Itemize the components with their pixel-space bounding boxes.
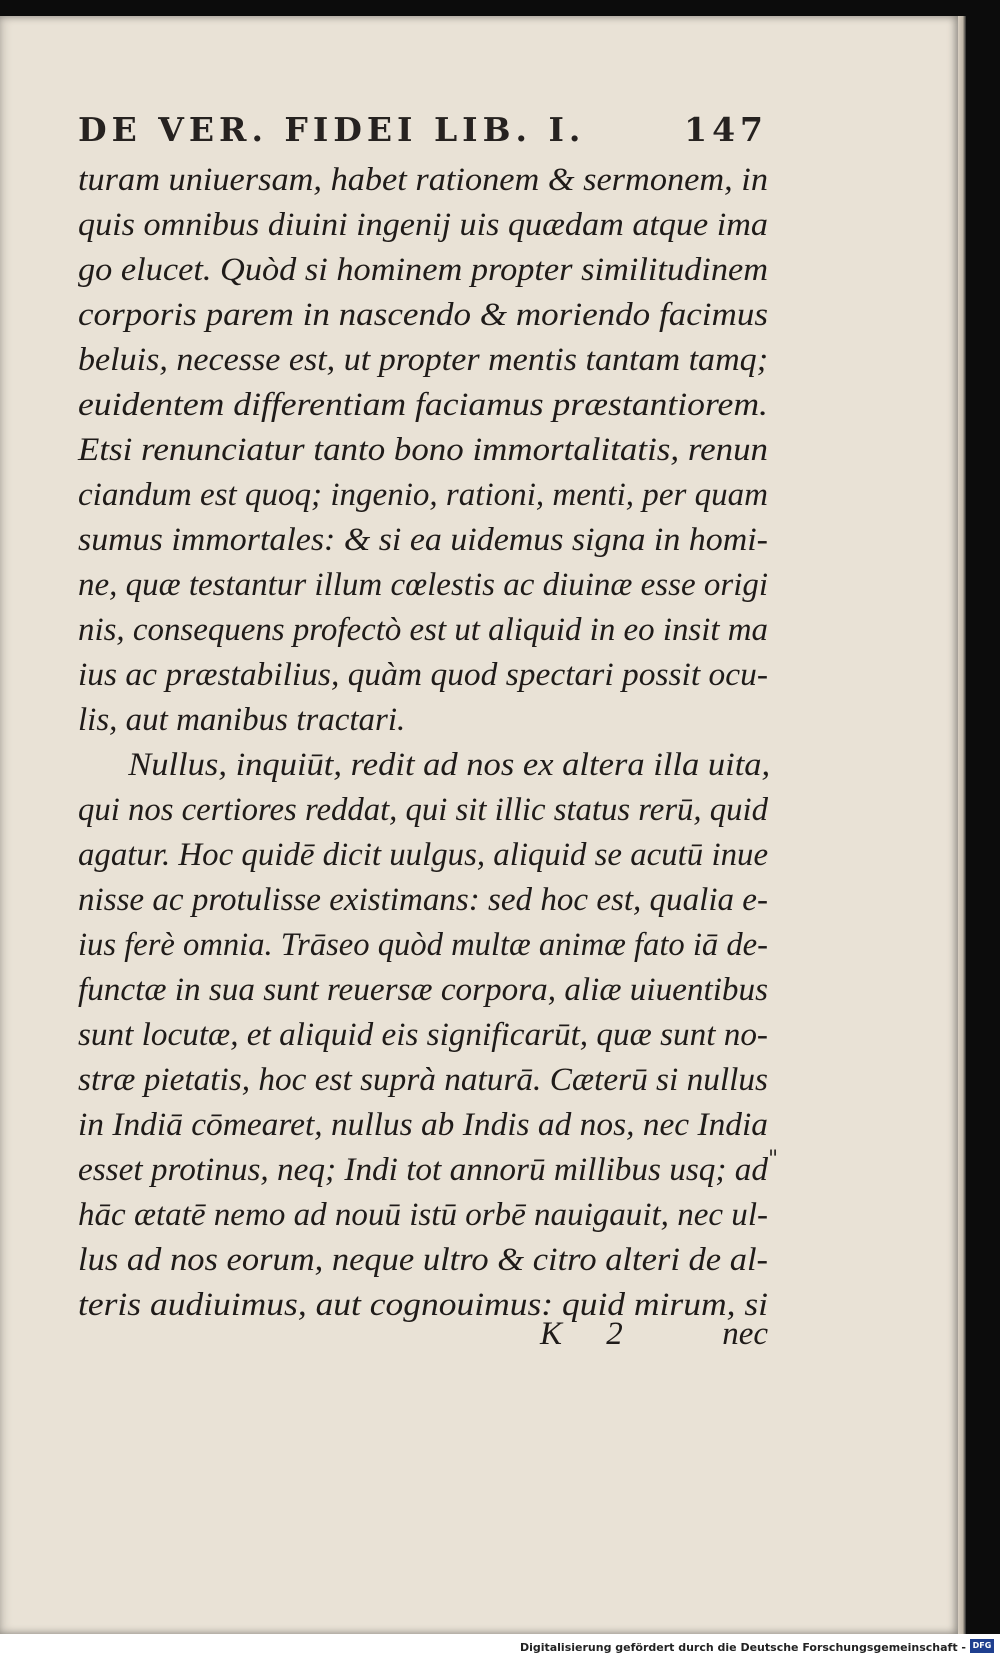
text-line: lis, aut manibus tractari. — [78, 702, 406, 738]
text-line: lus ad nos eorum, neque ultro & citro alteri de al- — [78, 1242, 769, 1278]
text-line: esset protinus, neq; Indi tot annorū millibus usq; ad — [78, 1152, 769, 1188]
text-line: teris audiuimus, aut cognouimus: quid mirum, si — [78, 1287, 769, 1323]
text-line-paragraph-start: Nullus, inquiūt, redit ad nos ex altera illa uita, — [128, 747, 771, 783]
dfg-logo-icon: DFG — [970, 1639, 994, 1653]
text-line: corporis parem in nascendo & moriendo facimus — [78, 297, 769, 333]
text-line: go elucet. Quòd si hominem propter similitudinem — [78, 252, 769, 288]
text-line: nisse ac protulisse existimans: sed hoc est, qualia e- — [78, 882, 768, 918]
catchword: nec — [722, 1316, 768, 1352]
running-header — [78, 110, 768, 150]
page-number: 147 — [684, 110, 768, 149]
text-line: beluis, necesse est, ut propter mentis tantam tamq; — [78, 342, 769, 378]
text-line: ius ferè omnia. Trāseo quòd multæ animæ fato iā de- — [78, 927, 768, 963]
funding-notice: Digitalisierung gefördert durch die Deutsche Forschungsgemeinschaft - — [519, 1641, 966, 1654]
text-line: quis omnibus diuini ingenij uis quædam atque ima — [78, 207, 769, 243]
text-line: sumus immortales: & si ea uidemus signa in homi- — [78, 522, 768, 558]
digitization-footer — [0, 1634, 1000, 1661]
margin-mark: " — [768, 1147, 779, 1172]
text-line: qui nos certiores reddat, qui sit illic status rerū, quid — [78, 792, 768, 828]
text-line: in Indiā cōmearet, nullus ab Indis ad nos, nec India — [78, 1107, 768, 1143]
text-line: nis, consequens profectò est ut aliquid in eo insit ma — [78, 612, 768, 648]
text-line: ius ac præstabilius, quàm quod spectari possit ocu- — [78, 657, 768, 693]
text-line: stræ pietatis, hoc est suprà naturā. Cæterū si nullus — [78, 1062, 768, 1098]
text-line: Etsi renunciatur tanto bono immortalitatis, renun — [78, 432, 769, 468]
page-foot — [78, 1316, 768, 1360]
text-line: agatur. Hoc quidē dicit uulgus, aliquid se acutū inue — [78, 837, 769, 873]
text-line: functæ in sua sunt reuersæ corpora, aliæ uiuentibus — [78, 972, 769, 1008]
body-text — [78, 158, 778, 1328]
page-edge — [958, 16, 966, 1634]
text-line: turam uniuersam, habet rationem & sermonem, in — [78, 162, 768, 198]
text-line: ne, quæ testantur illum cœlestis ac diuinæ esse origi — [78, 567, 769, 603]
signature-mark: K 2 — [540, 1316, 641, 1352]
text-line: ciandum est quoq; ingenio, rationi, menti, per quam — [78, 477, 769, 513]
text-line: sunt locutæ, et aliquid eis significarūt, quæ sunt no- — [78, 1017, 768, 1053]
running-title: DE VER. FIDEI LIB. I. — [78, 110, 586, 149]
text-line: hāc ætatē nemo ad nouū istū orbē nauigauit, nec ul- — [78, 1197, 769, 1233]
text-line: euidentem differentiam faciamus præstantiorem. — [78, 387, 768, 423]
